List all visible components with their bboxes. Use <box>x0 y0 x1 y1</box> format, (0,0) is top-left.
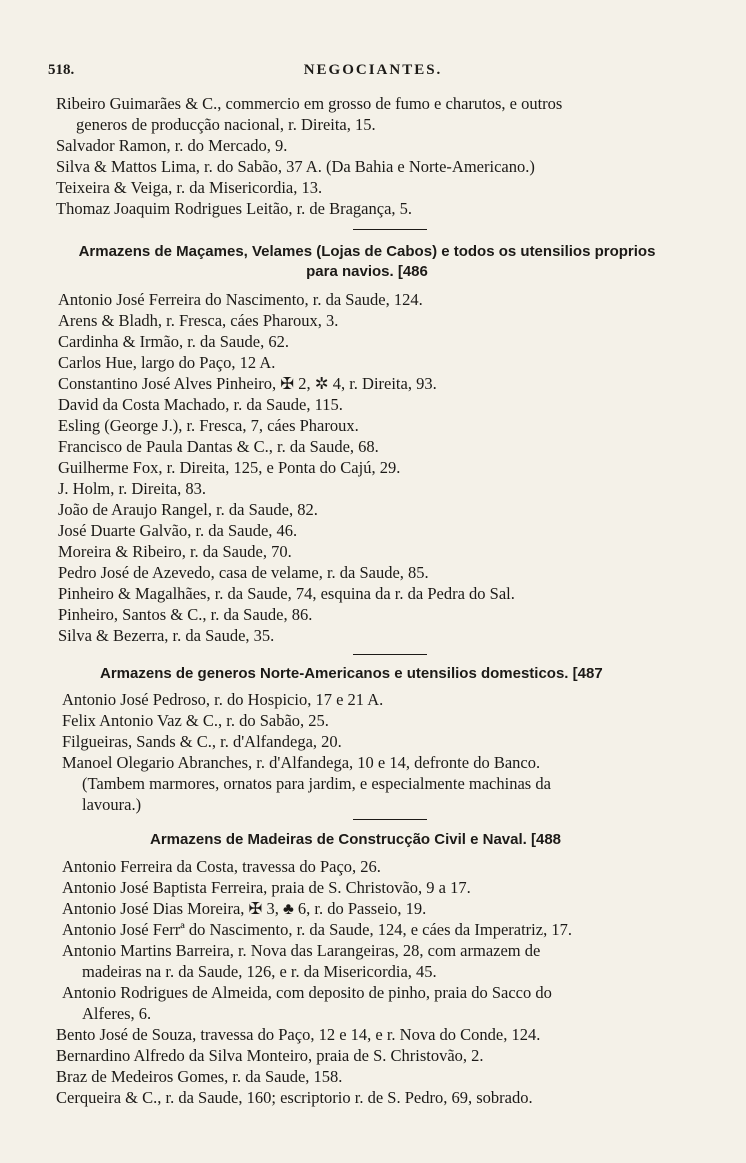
entry-line: Silva & Bezerra, r. da Saude, 35. <box>58 626 275 645</box>
entry-line: Antonio Ferreira da Costa, travessa do Paço, 26. <box>62 857 381 876</box>
page-number: 518. <box>48 62 75 78</box>
entry-line: Antonio Martins Barreira, r. Nova das Larangeiras, 28, com armazem de <box>62 941 541 960</box>
entry-line: Constantino José Alves Pinheiro, ✠ 2, ✲ 4, r. Direita, 93. <box>58 374 437 393</box>
section-divider <box>353 229 427 230</box>
entry-line: madeiras na r. da Saude, 126, e r. da Misericordia, 45. <box>82 962 437 981</box>
section-heading: Armazens de Maçames, Velames (Lojas de Cabos) e todos os utensilios proprios <box>78 243 656 260</box>
entry-line: Thomaz Joaquim Rodrigues Leitão, r. de Bragança, 5. <box>56 199 413 218</box>
entry-line: Antonio Rodrigues de Almeida, com deposito de pinho, praia do Sacco do <box>62 983 552 1002</box>
page-header <box>48 62 698 86</box>
section-heading: Armazens de Madeiras de Construcção Civil e Naval. [488 <box>150 831 561 848</box>
entry-line: Esling (George J.), r. Fresca, 7, cáes Pharoux. <box>58 416 359 435</box>
entry-line: David da Costa Machado, r. da Saude, 115. <box>58 395 343 414</box>
entry-line: Arens & Bladh, r. Fresca, cáes Pharoux, 3. <box>58 311 339 330</box>
entry-line: Ribeiro Guimarães & C., commercio em grosso de fumo e charutos, e outros <box>56 94 563 113</box>
entry-line: Carlos Hue, largo do Paço, 12 A. <box>58 353 276 372</box>
entry-line: Francisco de Paula Dantas & C., r. da Saude, 68. <box>58 437 379 456</box>
entry-line: Guilherme Fox, r. Direita, 125, e Ponta do Cajú, 29. <box>58 458 401 477</box>
entry-line: Silva & Mattos Lima, r. do Sabão, 37 A. (Da Bahia e Norte-Americano.) <box>56 157 535 176</box>
section-divider <box>353 819 427 820</box>
entry-line: Cardinha & Irmão, r. da Saude, 62. <box>58 332 289 351</box>
entry-line: Moreira & Ribeiro, r. da Saude, 70. <box>58 542 292 561</box>
entry-line: Bento José de Souza, travessa do Paço, 12 e 14, e r. Nova do Conde, 124. <box>56 1025 541 1044</box>
entry-line: Alferes, 6. <box>82 1004 152 1023</box>
entry-line: generos de producção nacional, r. Direita, 15. <box>76 115 376 134</box>
entry-line: Pinheiro, Santos & C., r. da Saude, 86. <box>58 605 313 624</box>
section-heading: Armazens de generos Norte-Americanos e utensilios domesticos. [487 <box>100 665 603 682</box>
entry-line: Antonio José Ferreira do Nascimento, r. da Saude, 124. <box>58 290 423 309</box>
entry-line: Antonio José Ferrª do Nascimento, r. da Saude, 124, e cáes da Imperatriz, 17. <box>62 920 572 939</box>
section-heading-continued: para navios. [486 <box>306 263 428 280</box>
entry-line: José Duarte Galvão, r. da Saude, 46. <box>58 521 298 540</box>
entry-line: Cerqueira & C., r. da Saude, 160; escriptorio r. de S. Pedro, 69, sobrado. <box>56 1088 533 1107</box>
entry-line: Salvador Ramon, r. do Mercado, 9. <box>56 136 288 155</box>
entry-line: Antonio José Pedroso, r. do Hospicio, 17 e 21 A. <box>62 690 384 709</box>
entry-line: Braz de Medeiros Gomes, r. da Saude, 158. <box>56 1067 343 1086</box>
entry-line: Filgueiras, Sands & C., r. d'Alfandega, 20. <box>62 732 342 751</box>
entry-line: João de Araujo Rangel, r. da Saude, 82. <box>58 500 318 519</box>
section-divider <box>353 654 427 655</box>
entry-line: lavoura.) <box>82 795 142 814</box>
running-title: NEGOCIANTES. <box>303 62 443 78</box>
entry-line: Antonio José Baptista Ferreira, praia de S. Christovão, 9 a 17. <box>62 878 471 897</box>
entry-line: J. Holm, r. Direita, 83. <box>58 479 207 498</box>
entry-line: Antonio José Dias Moreira, ✠ 3, ♣ 6, r. do Passeio, 19. <box>62 899 427 918</box>
entry-line: Teixeira & Veiga, r. da Misericordia, 13. <box>56 178 323 197</box>
entry-line: Manoel Olegario Abranches, r. d'Alfandega, 10 e 14, defronte do Banco. <box>62 753 541 772</box>
entry-line: Bernardino Alfredo da Silva Monteiro, praia de S. Christovão, 2. <box>56 1046 484 1065</box>
entry-line: (Tambem marmores, ornatos para jardim, e especialmente machinas da <box>82 774 551 793</box>
entry-line: Felix Antonio Vaz & C., r. do Sabão, 25. <box>62 711 329 730</box>
entry-line: Pinheiro & Magalhães, r. da Saude, 74, esquina da r. da Pedra do Sal. <box>58 584 515 603</box>
entry-line: Pedro José de Azevedo, casa de velame, r. da Saude, 85. <box>58 563 429 582</box>
